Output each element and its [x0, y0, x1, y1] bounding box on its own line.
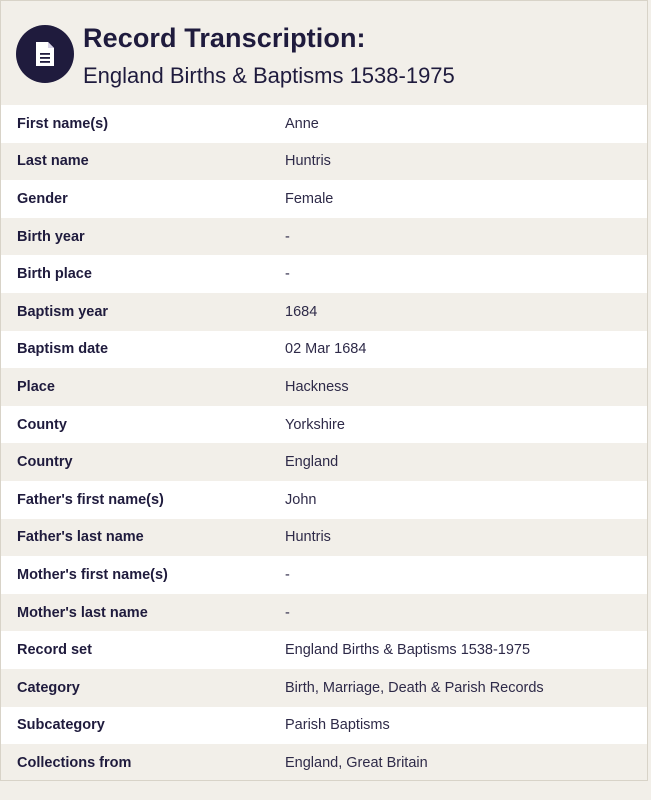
field-value: Anne: [285, 115, 319, 132]
field-value: Birth, Marriage, Death & Parish Records: [285, 679, 544, 696]
field-value: England Births & Baptisms 1538-1975: [285, 642, 531, 659]
table-row: [1, 218, 647, 256]
field-label: Collections from: [17, 754, 132, 771]
field-value: Huntris: [285, 153, 331, 170]
field-label: Mother's first name(s): [17, 566, 168, 583]
table-row: [1, 331, 647, 369]
field-value: -: [285, 266, 290, 283]
page-title: Record Transcription:: [83, 23, 366, 53]
table-row: [1, 105, 647, 143]
table-row: [1, 631, 647, 669]
field-label: First name(s): [17, 115, 109, 132]
field-value: 02 Mar 1684: [285, 341, 367, 358]
field-label: Baptism year: [17, 303, 109, 320]
field-label: Father's last name: [17, 529, 144, 546]
table-row: [1, 594, 647, 632]
field-value: Hackness: [285, 378, 349, 395]
table-row: [1, 143, 647, 181]
field-label: Gender: [17, 190, 68, 207]
field-value: -: [285, 604, 290, 621]
card-header: [1, 1, 647, 105]
field-value: Yorkshire: [285, 416, 345, 433]
field-label: Country: [17, 454, 73, 471]
table-row: [1, 519, 647, 557]
field-value: England, Great Britain: [285, 754, 428, 771]
field-value: 1684: [285, 303, 318, 320]
field-label: Record set: [17, 642, 92, 659]
record-set-subtitle: England Births & Baptisms 1538-1975: [83, 63, 455, 88]
table-row: [1, 707, 647, 745]
field-label: Baptism date: [17, 341, 109, 358]
table-row: [1, 180, 647, 218]
table-row: [1, 481, 647, 519]
table-row: [1, 744, 647, 781]
field-label: Birth year: [17, 228, 85, 245]
table-row: [1, 293, 647, 331]
field-value: Female: [285, 190, 334, 207]
field-label: County: [17, 416, 67, 433]
field-value: -: [285, 566, 290, 583]
table-row: [1, 556, 647, 594]
field-label: Father's first name(s): [17, 491, 164, 508]
field-label: Category: [17, 679, 80, 696]
table-row: [1, 443, 647, 481]
field-label: Subcategory: [17, 717, 105, 734]
table-row: [1, 406, 647, 444]
transcription-table: [1, 105, 647, 781]
table-row: [1, 669, 647, 707]
document-icon: [16, 25, 74, 83]
field-label: Place: [17, 378, 55, 395]
field-value: -: [285, 228, 290, 245]
field-value: John: [285, 491, 317, 508]
table-row: [1, 368, 647, 406]
field-value: England: [285, 454, 339, 471]
table-row: [1, 255, 647, 293]
field-value: Huntris: [285, 529, 331, 546]
field-value: Parish Baptisms: [285, 717, 390, 734]
field-label: Last name: [17, 153, 89, 170]
field-label: Mother's last name: [17, 604, 148, 621]
field-label: Birth place: [17, 266, 92, 283]
